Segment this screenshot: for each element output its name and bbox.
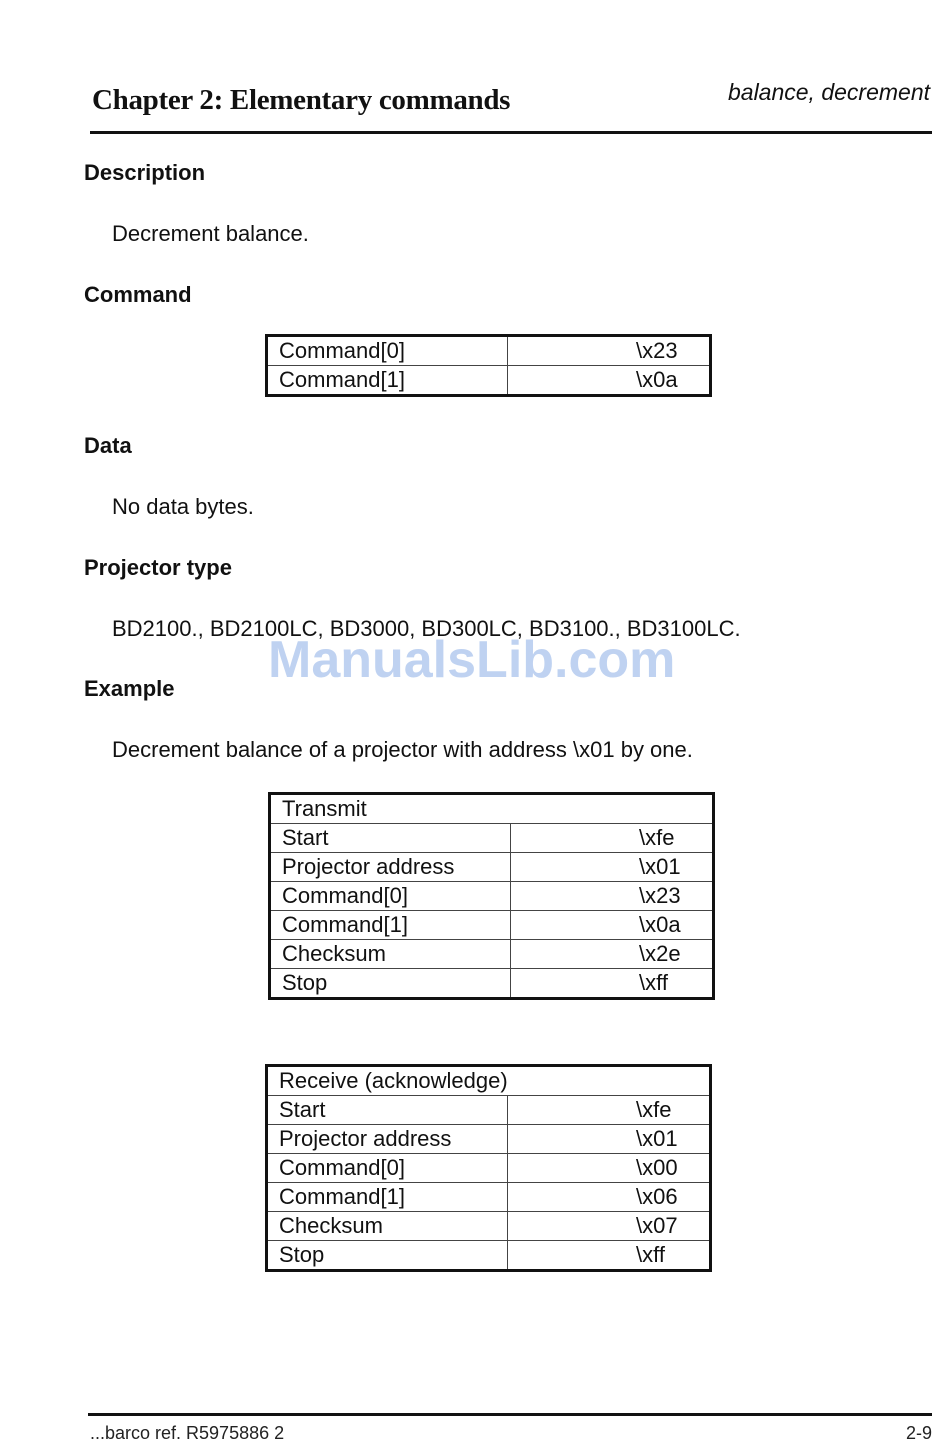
- table-row: [267, 1125, 711, 1154]
- table-row: [267, 336, 711, 366]
- table-row: [270, 940, 714, 969]
- footer-left-text: ...barco ref. R5975886 2: [90, 1423, 285, 1443]
- row-label: Stop: [270, 969, 511, 999]
- row-label: Command[1]: [270, 911, 511, 940]
- transmit-table: [268, 792, 715, 1000]
- row-value: \x01: [508, 1125, 711, 1154]
- example-text: Decrement balance of a projector with address \x01 by one.: [112, 737, 693, 762]
- row-label: Start: [267, 1096, 508, 1125]
- table-row: [267, 1183, 711, 1212]
- data-text: No data bytes.: [112, 494, 254, 519]
- watermark: ManualsLib.com: [268, 631, 676, 689]
- table-row: [270, 824, 714, 853]
- table-row: [267, 1154, 711, 1183]
- table-title: Receive (acknowledge): [279, 1068, 508, 1093]
- table-row: [270, 853, 714, 882]
- row-value: \xfe: [508, 1096, 711, 1125]
- row-value: \x07: [508, 1212, 711, 1241]
- row-label: Command[1]: [267, 366, 508, 396]
- description-heading: Description: [84, 160, 206, 185]
- table-title-row: [267, 1066, 711, 1096]
- row-value: \x06: [508, 1183, 711, 1212]
- row-value: \xff: [508, 1241, 711, 1271]
- row-label: Command[1]: [267, 1183, 508, 1212]
- header-rule: [90, 131, 932, 134]
- row-value: \x01: [511, 853, 714, 882]
- projector-type-heading: Projector type: [84, 555, 232, 580]
- table-row: [267, 1212, 711, 1241]
- table-title-row: [270, 794, 714, 824]
- page-number: 2-9: [905, 1423, 932, 1443]
- table-row: [270, 969, 714, 999]
- chapter-title: Chapter 2: Elementary commands: [92, 84, 511, 116]
- table-row: [267, 366, 711, 396]
- table-row: [267, 1241, 711, 1271]
- table-title: Transmit: [282, 796, 367, 821]
- table-row: [270, 911, 714, 940]
- row-label: Checksum: [267, 1212, 508, 1241]
- row-label: Command[0]: [267, 1154, 508, 1183]
- row-value: \x0a: [508, 366, 711, 396]
- row-label: Start: [270, 824, 511, 853]
- row-value: \xff: [511, 969, 714, 999]
- row-label: Checksum: [270, 940, 511, 969]
- row-value: \x00: [508, 1154, 711, 1183]
- row-label: Command[0]: [270, 882, 511, 911]
- row-value: \xfe: [511, 824, 714, 853]
- description-text: Decrement balance.: [112, 221, 309, 246]
- table-row: [267, 1096, 711, 1125]
- row-label: Projector address: [270, 853, 511, 882]
- topic-title: balance, decrement: [727, 79, 930, 105]
- row-value: \x0a: [511, 911, 714, 940]
- projector-type-text: BD2100., BD2100LC, BD3000, BD300LC, BD3100., BD3100LC.: [112, 616, 741, 641]
- table-row: [270, 882, 714, 911]
- row-label: Command[0]: [279, 338, 405, 363]
- command-table: [265, 334, 712, 397]
- footer-rule: [88, 1413, 932, 1416]
- data-heading: Data: [84, 433, 132, 458]
- example-heading: Example: [84, 676, 175, 701]
- row-label: Stop: [267, 1241, 508, 1271]
- row-value: \x23: [508, 336, 711, 366]
- row-value: \x2e: [511, 940, 714, 969]
- receive-table: [265, 1064, 712, 1272]
- row-label: Projector address: [267, 1125, 508, 1154]
- command-heading: Command: [84, 282, 192, 307]
- row-value: \x23: [511, 882, 714, 911]
